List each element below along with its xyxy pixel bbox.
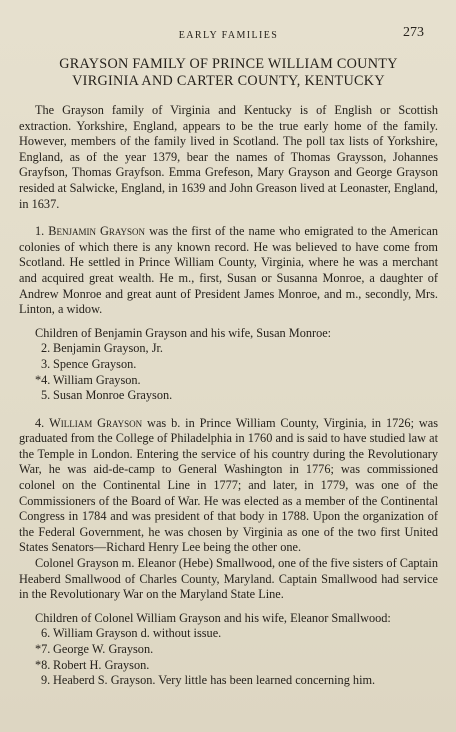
children-benjamin-list xyxy=(19,341,438,403)
marriage-paragraph: Colonel Grayson m. Eleanor (Hebe) Smallwood, one of the five sisters of Captain Heaberd Smallwood of Charles County, Maryland. Captain Smallwood had service in the Revolutionary War on the Maryland State Line. xyxy=(19,556,438,602)
chapter-title-line-1: GRAYSON FAMILY OF PRINCE WILLIAM COUNTY xyxy=(59,56,398,72)
page-number: 273 xyxy=(403,25,424,40)
children-william-list xyxy=(19,626,438,688)
benjamin-paragraph xyxy=(19,224,438,318)
list-item: *4. William Grayson. xyxy=(35,372,141,387)
benjamin-text: was the first of the name who emigrated to the American colonies of which there is any known record. He was believed to have come from Scotland. He settled in Prince William County, Virginia, where he was a merchant and acquired great wealth. He m., first, Susan or Susanna Monroe, a daughter of Andrew Monroe and great aunt of President James Monroe, and m., secondly, Mrs. Linton, a widow. xyxy=(19,224,438,317)
benjamin-name: Benjamin Grayson xyxy=(48,224,146,239)
list-item: 3. Spence Grayson. xyxy=(41,356,137,371)
william-name: William Grayson xyxy=(49,415,143,430)
chapter-title-line-2: VIRGINIA AND CARTER COUNTY, KENTUCKY xyxy=(72,73,385,89)
children-benjamin-heading: Children of Benjamin Grayson and his wife, Susan Monroe: xyxy=(35,325,332,340)
page-body xyxy=(19,103,438,689)
running-title: EARLY FAMILIES xyxy=(178,30,279,41)
william-text: was b. in Prince William County, Virginia, in 1726; was graduated from the College of Philadelphia in 1760 and is said to have studied law at the Temple in London. Entering the service of his country during the Revolutionary War, he was aid-de-camp to General Washington in 1776; was commissioned colonel on the Continental Line in 1777; and later, in 1779, was one of the Commissioners of the Board of War. He was elected as a member of the Continental Congress in 1784 and was president of that body in 1788. Upon the organization of the Federal Government, he was chosen by Virginia as one of the two first United States Senators—Richard Henry Lee being the other one. xyxy=(19,415,438,555)
running-header xyxy=(19,24,438,44)
list-item: 9. Heaberd S. Grayson. Very little has been learned concerning him. xyxy=(41,673,376,688)
list-item: *8. Robert H. Grayson. xyxy=(35,657,150,672)
list-item: *7. George W. Grayson. xyxy=(35,642,154,656)
chapter-title xyxy=(19,56,438,90)
list-item: 6. William Grayson d. without issue. xyxy=(41,626,222,641)
list-item: 5. Susan Monroe Grayson. xyxy=(41,388,173,403)
list-item: 2. Benjamin Grayson, Jr. xyxy=(41,341,163,356)
william-number: 4. xyxy=(35,415,45,430)
intro-paragraph: The Grayson family of Virginia and Kentucky is of English or Scottish extraction. Yorkshire, England, appears to be the true early home of the family. However, members of the family lived in Scotland. The poll tax lists of Yorkshire, England, as of the year 1379, bear the names of Thomas Graysson, Johannes Grayfson, Thomas Grayfson. Emma Grefeson, Mary Grayson and George Grayson resided at Salwicke, England, in 1639 and John Greason lived at Leonaster, England, in 1637. xyxy=(19,103,438,211)
william-paragraph xyxy=(19,416,438,556)
children-william-heading: Children of Colonel William Grayson and his wife, Eleanor Smallwood: xyxy=(35,610,391,625)
benjamin-number: 1. xyxy=(35,224,45,239)
